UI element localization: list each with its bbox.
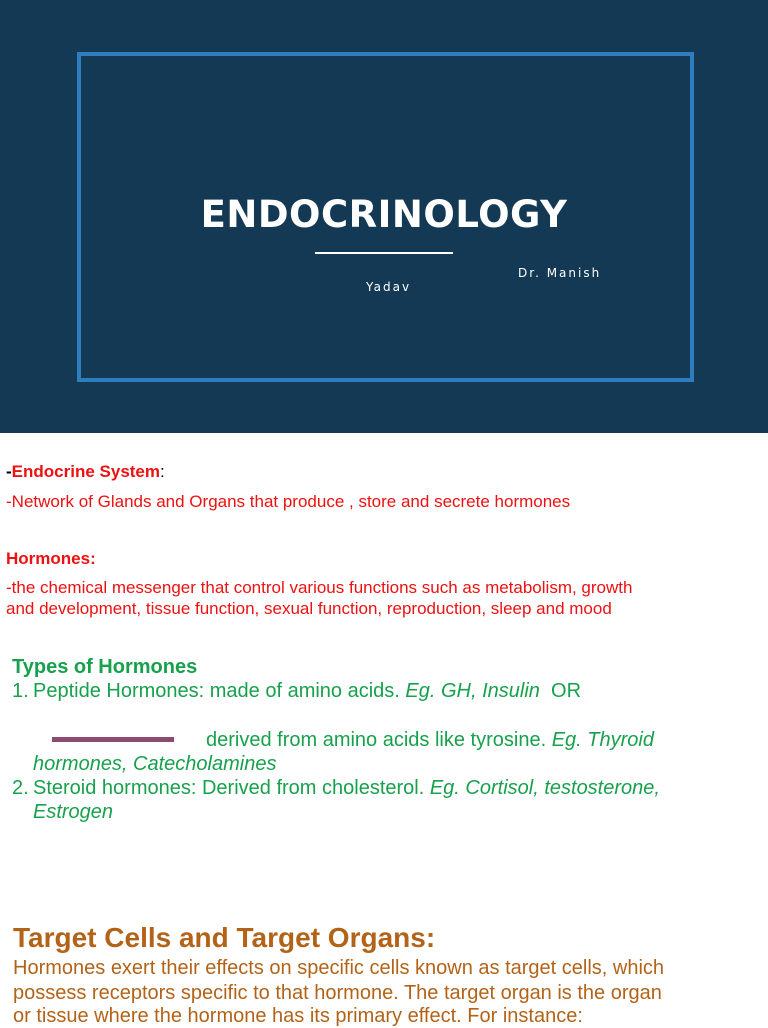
strikethrough-line [52,737,174,742]
type-item-2-example-2: Estrogen [33,801,114,823]
type-item-derived [206,729,654,752]
type-item-1-example: Eg. GH, Insulin [405,680,540,702]
type-item-2-text: Steroid hormones: Derived from cholesterol. [33,777,430,799]
list-number-1: 1. [12,680,29,702]
endocrine-heading-line [6,462,165,482]
type-item-1-or: OR [539,680,582,702]
type-item-derived-example-1: Eg. Thyroid [551,729,654,751]
endocrine-dash: - [6,462,12,481]
endocrine-colon: : [160,462,165,481]
title-underline [315,252,453,254]
types-heading: Types of Hormones [12,656,198,678]
type-item-derived-text: derived from amino acids like tyrosine. [206,729,552,751]
type-item-2 [33,777,660,800]
type-item-2-example-1: Eg. Cortisol, testosterone, [429,777,660,799]
list-number-2: 2. [12,777,29,799]
endocrine-definition: -Network of Glands and Organs that produce , store and secrete hormones [6,492,571,511]
hormones-definition-1: -the chemical messenger that control various functions such as metabolism, growth [6,578,633,597]
target-heading: Target Cells and Target Organs: [13,922,436,953]
endocrine-heading: Endocrine System [11,462,160,481]
target-text-1: Hormones exert their effects on specific cells known as target cells, which [13,957,665,979]
hormones-definition-2: and development, tissue function, sexual function, reproduction, sleep and mood [6,599,612,618]
type-item-derived-example-2: hormones, Catecholamines [33,753,277,775]
title-slide [0,0,768,433]
author-line-2: Yadav [366,280,412,294]
target-text-2: possess receptors specific to that hormone. The target organ is the organ [13,982,662,1004]
slide-title: ENDOCRINOLOGY [200,193,568,236]
author-line-1: Dr. Manish [518,266,602,280]
type-item-1 [33,680,581,703]
hormones-heading: Hormones: [6,549,96,568]
target-text-3: or tissue where the hormone has its primary effect. For instance: [13,1005,583,1027]
type-item-1-text: Peptide Hormones: made of amino acids. [33,680,406,702]
